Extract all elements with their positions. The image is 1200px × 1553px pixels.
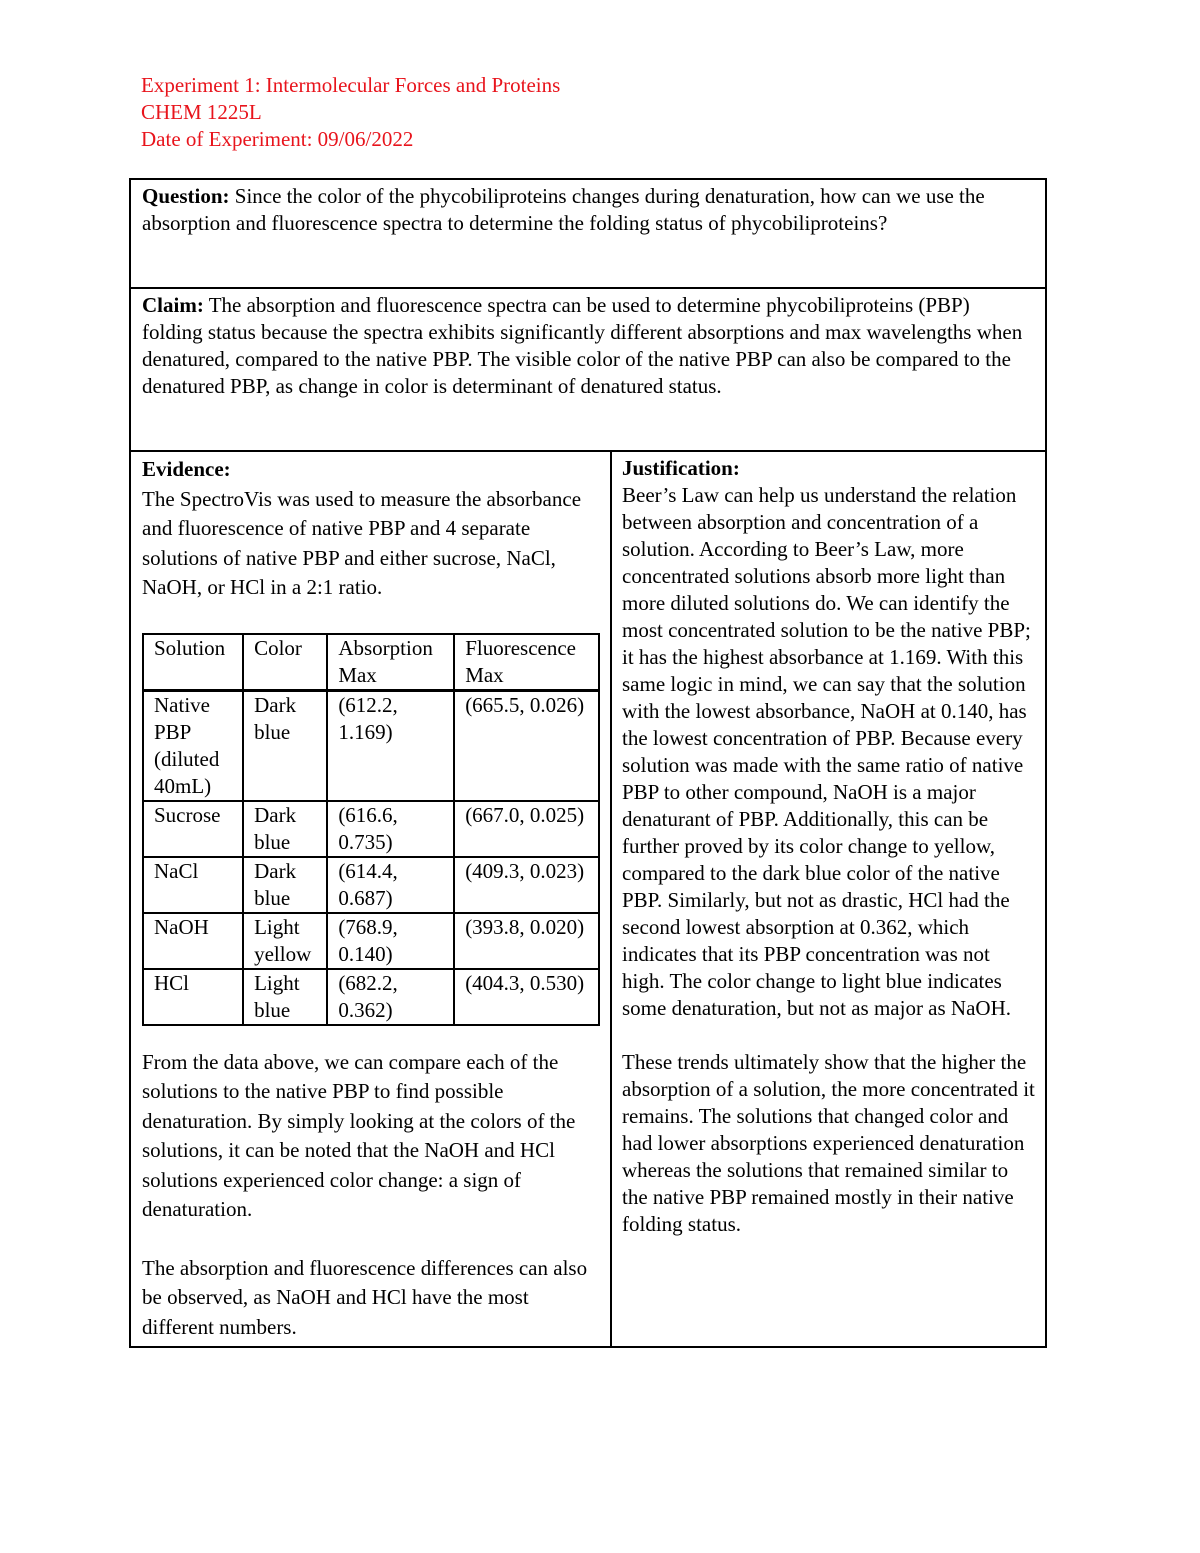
table-row [143,801,599,857]
table-header-row [143,634,599,691]
table-cell: Native PBP (diluted 40mL) [143,690,243,801]
table-cell: (616.6, 0.735) [327,801,454,857]
table-row [143,969,599,1025]
table-cell: (409.3, 0.023) [454,857,599,913]
table-cell: Light blue [243,969,327,1025]
table-cell: (768.9, 0.140) [327,913,454,969]
evidence-section [131,452,612,1346]
evidence-intro: The SpectroVis was used to measure the absorbance and fluorescence of native PBP and 4 separate solutions of native PBP and either sucrose, NaCl, NaOH, or HCl in a 2:1 ratio. [142,486,582,599]
table-header-cell: Solution [143,634,243,691]
table-cell: (665.5, 0.026) [454,690,599,801]
table-cell: (404.3, 0.530) [454,969,599,1025]
cer-table [129,178,1047,1348]
table-cell: Light yellow [243,913,327,969]
table-cell: (682.2, 0.362) [327,969,454,1025]
table-header-cell: Color [243,634,327,691]
table-cell: (393.8, 0.020) [454,913,599,969]
table-cell: (612.2, 1.169) [327,690,454,801]
question-label: Question: [142,184,230,208]
table-cell: Sucrose [143,801,243,857]
table-cell: (667.0, 0.025) [454,801,599,857]
table-cell: HCl [143,969,243,1025]
question-text: Since the color of the phycobiliproteins changes during denaturation, how can we use the absorption and fluorescence spectra to determine the folding status of phycobiliproteins? [142,184,985,235]
question-section [131,180,1045,289]
experiment-date: Date of Experiment: 09/06/2022 [141,127,414,151]
experiment-title: Experiment 1: Intermolecular Forces and Proteins [141,73,561,97]
claim-text: The absorption and fluorescence spectra can be used to determine phycobiliproteins (PBP) folding status because the spectra exhibits significantly different absorptions and max wavelengths when denatured, compared to the native PBP. The visible color of the native PBP can also be compared to the denatured PBP, as change in color is determinant of denatured status. [142,293,1023,398]
document-header [141,72,560,153]
justification-paragraph: These trends ultimately show that the higher the absorption of a solution, the more concentrated it remains. The solutions that changed color and had lower absorptions experienced denaturation whereas the solutions that remained similar to the native PBP remained mostly in their native folding status. [622,1050,1035,1236]
justification-label: Justification: [622,456,740,480]
table-row [143,913,599,969]
table-header-cell: Fluorescence Max [454,634,599,691]
table-header-cell: Absorption Max [327,634,454,691]
evidence-paragraph: The absorption and fluorescence differences can also be observed, as NaOH and HCl have the most different numbers. [142,1255,588,1339]
table-cell: NaCl [143,857,243,913]
course-code: CHEM 1225L [141,100,262,124]
justification-section [612,452,1045,1346]
table-cell: Dark blue [243,690,327,801]
evidence-justification-row [131,452,1045,1346]
evidence-label: Evidence: [142,457,231,481]
table-row [143,857,599,913]
evidence-paragraph: From the data above, we can compare each of the solutions to the native PBP to find possible denaturation. By simply looking at the colors of the solutions, it can be noted that the NaOH and HCl solutions experienced color change: a sign of denaturation. [142,1049,576,1221]
table-row [143,690,599,801]
claim-label: Claim: [142,293,204,317]
table-cell: Dark blue [243,857,327,913]
table-cell: Dark blue [243,801,327,857]
justification-paragraph: Beer’s Law can help us understand the relation between absorption and concentration of a solution. According to Beer’s Law, more concentrated solutions absorb more light than more diluted solutions do. We can identify the most concentrated solution to be the native PBP; it has the highest absorbance at 1.169. With this same logic in mind, we can say that the solution with the lowest absorbance, NaOH at 0.140, has the lowest concentration of PBP. Because every solution was made with the same ratio of native PBP to other compound, NaOH is a major denaturant of PBP. Additionally, this can be further proved by its color change to yellow, compared to the dark blue color of the native PBP. Similarly, but not as drastic, HCl had the second lowest absorption at 0.362, which indicates that its PBP concentration was not high. The color change to light blue indicates some denaturation, but not as major as NaOH. [622,483,1031,1020]
table-cell: (614.4, 0.687) [327,857,454,913]
claim-section [131,289,1045,452]
results-table [142,633,600,1026]
table-cell: NaOH [143,913,243,969]
